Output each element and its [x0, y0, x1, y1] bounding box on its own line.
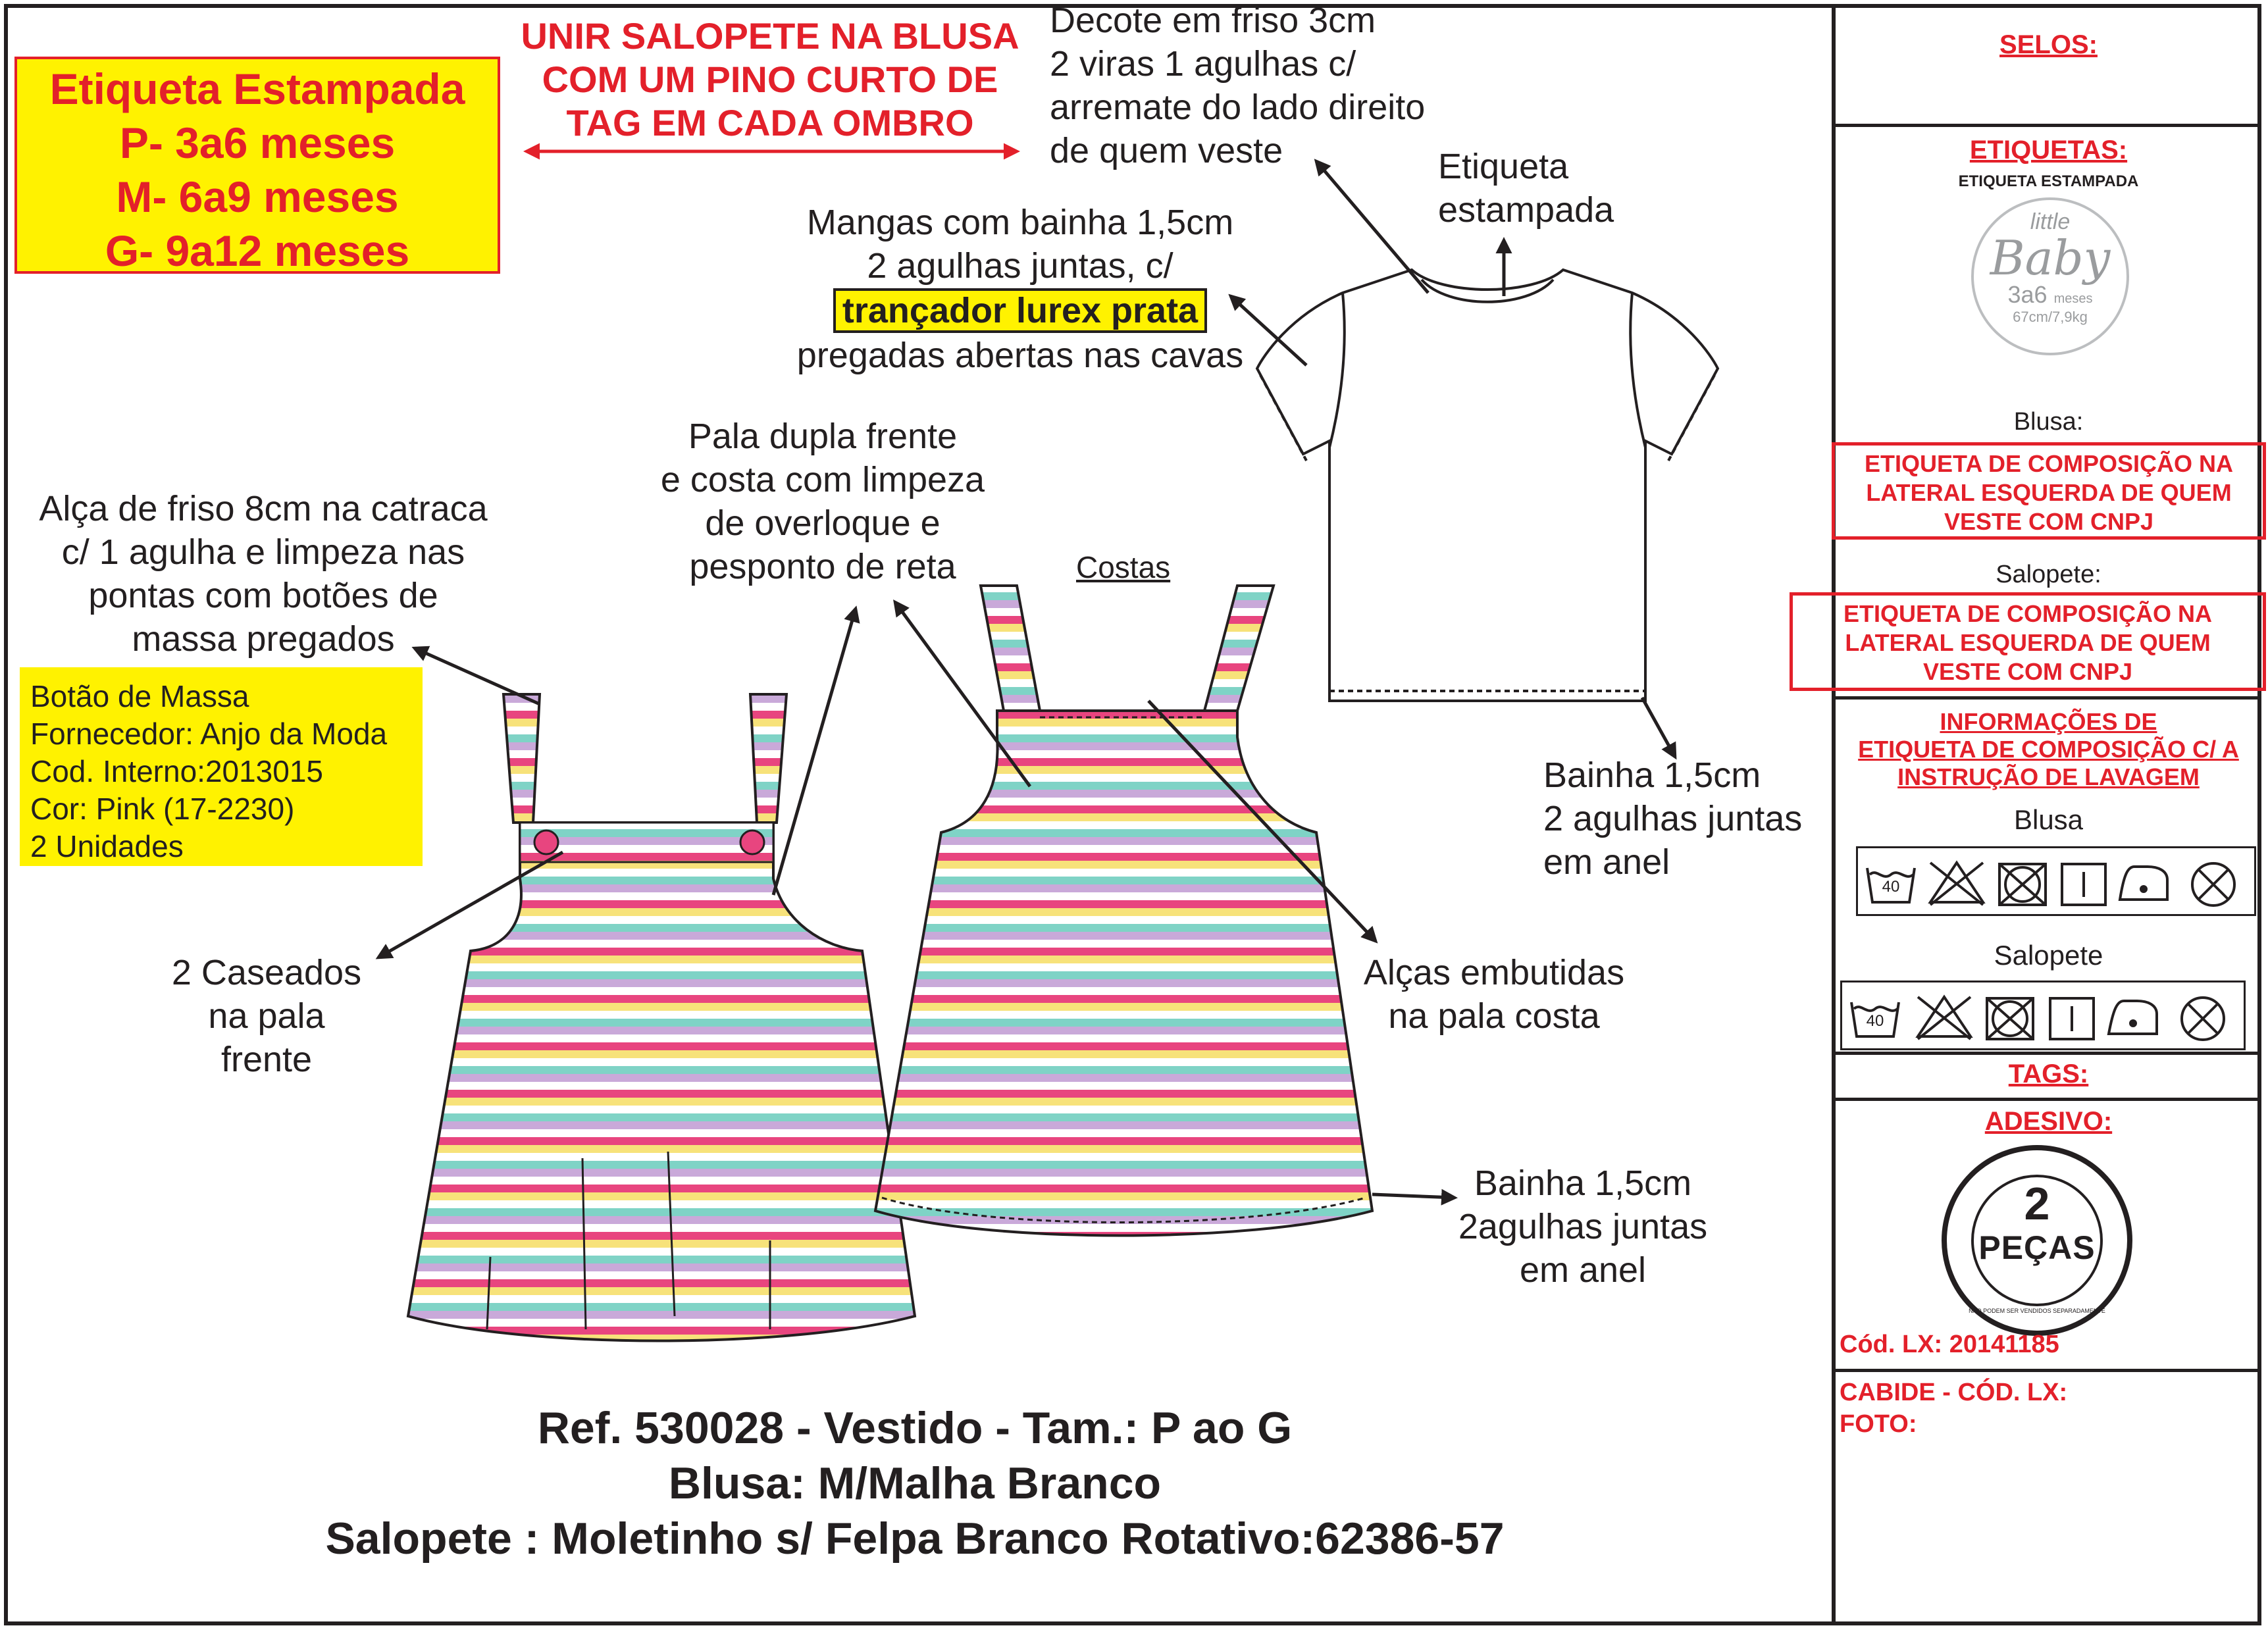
blouse-composition-box — [1832, 442, 2266, 540]
back-view-label: Costas — [1076, 550, 1171, 584]
baby-logo — [1971, 197, 2129, 355]
strap-line-1: Alça de friso 8cm na catraca — [39, 489, 488, 528]
sleeve-line-1: Mangas com bainha 1,5cm — [806, 203, 1234, 242]
sticker-title: ADESIVO: — [1984, 1107, 2113, 1136]
buttonhole-line-3: frente — [220, 1040, 313, 1079]
care-info-line-2: ETIQUETA DE COMPOSIÇÃO C/ A — [1858, 736, 2239, 763]
dress-hem-arrow — [1372, 1194, 1455, 1198]
join-line-2: COM UM PINO CURTO DE — [542, 59, 998, 100]
logo-measure: 67cm/7,9kg — [2013, 309, 2088, 325]
front-yoke-arrow — [773, 609, 856, 895]
blouse-hem-arrow — [1642, 698, 1675, 757]
button-spec-line-4: Cor: Pink (17-2230) — [30, 792, 295, 826]
blouse-label-title: Blusa: — [2013, 408, 2084, 436]
strap-line-2: c/ 1 agulha e limpeza nas — [61, 532, 465, 572]
dress-hem-line-2: 2agulhas juntas — [1458, 1207, 1708, 1246]
button-spec-line-2: Fornecedor: Anjo da Moda — [30, 717, 388, 751]
salopete-comp-line-2: LATERAL ESQUERDA DE QUEM — [1845, 629, 2211, 656]
salopete-label-title: Salopete: — [1996, 561, 2101, 588]
neckline-line-3: arremate do lado direito — [1050, 88, 1426, 127]
embedded-straps-line-1: Alças embutidas — [1363, 953, 1625, 992]
size-m: M- 6a9 meses — [116, 172, 399, 221]
size-box-title: Etiqueta Estampada — [49, 64, 465, 113]
front-button-right — [740, 830, 764, 854]
dress-hem-line-1: Bainha 1,5cm — [1474, 1163, 1692, 1203]
logo-little: little — [2030, 209, 2071, 234]
blouse-comp-line-3: VESTE COM CNPJ — [1944, 508, 2154, 535]
iron-icon — [2109, 1001, 2157, 1034]
yoke-line-1: Pala dupla frente — [688, 417, 958, 456]
care-info-line-3: INSTRUÇÃO DE LAVAGEM — [1897, 763, 2200, 790]
blouse-hem-line-1: Bainha 1,5cm — [1543, 755, 1761, 795]
embedded-straps-line-2: na pala costa — [1388, 996, 1600, 1036]
logo-size: 3a6 — [2007, 281, 2048, 308]
button-spec-line-3: Cod. Interno:2013015 — [30, 754, 324, 788]
blouse-care-icons — [1858, 848, 2258, 918]
sticker-text: PEÇAS — [1978, 1229, 2096, 1266]
printed-label-caption: ETIQUETA ESTAMPADA — [1958, 172, 2139, 190]
sleeve-highlight: trançador lurex prata — [833, 288, 1207, 333]
join-line-3: TAG EM CADA OMBRO — [566, 102, 974, 143]
care-salopete-label: Salopete — [1994, 940, 2103, 971]
strap-arrow — [415, 648, 540, 704]
button-spec-line-1: Botão de Massa — [30, 679, 249, 713]
yoke-line-4: pesponto de reta — [689, 547, 956, 586]
labels-title: ETIQUETAS: — [1969, 136, 2128, 165]
yoke-line-2: e costa com limpeza — [660, 460, 985, 499]
sticker-small-print: NÃO PODEM SER VENDIDOS SEPARADAMENTE — [1969, 1308, 2105, 1314]
front-dress-drawing — [408, 694, 915, 1341]
neckline-line-1: Decote em friso 3cm — [1050, 1, 1376, 40]
sticker-number: 2 — [2024, 1178, 2050, 1229]
salopete-composition-box — [1790, 592, 2266, 691]
back-dress-drawing — [875, 586, 1372, 1236]
blouse-care-symbols — [1856, 846, 2256, 916]
care-info-title — [1836, 708, 2261, 791]
salopete-comp-line-3: VESTE COM CNPJ — [1922, 658, 2133, 685]
salopete-material-line: Salopete : Moletinho s/ Felpa Branco Rotativo:62386-57 — [325, 1514, 1505, 1564]
printed-label-line-2: estampada — [1438, 190, 1614, 230]
care-blouse-label: Blusa — [2013, 804, 2084, 835]
hanger-info — [1840, 1377, 2067, 1440]
printed-label-line-1: Etiqueta — [1438, 147, 1569, 186]
yoke-line-3: de overloque e — [705, 503, 941, 543]
sleeve-line-4: pregadas abertas nas cavas — [796, 336, 1244, 375]
buttonhole-line-1: 2 Caseados — [171, 953, 362, 992]
front-button-left — [534, 830, 558, 854]
salopete-wash-temp: 40 — [1866, 1012, 1884, 1030]
logo-baby: Baby — [1990, 230, 2111, 286]
neckline-line-2: 2 viras 1 agulhas c/ — [1050, 44, 1356, 84]
strap-line-3: pontas com botões de — [88, 576, 438, 615]
neckline-arrow — [1316, 161, 1428, 293]
blouse-hem-line-2: 2 agulhas juntas — [1543, 799, 1803, 838]
blouse-comp-line-2: LATERAL ESQUERDA DE QUEM — [1866, 479, 2232, 506]
ref-line: Ref. 530028 - Vestido - Tam.: P ao G — [537, 1403, 1293, 1453]
strap-line-4: massa pregados — [132, 619, 395, 659]
two-pieces-sticker — [1942, 1145, 2132, 1336]
join-line-1: UNIR SALOPETE NA BLUSA — [521, 15, 1019, 57]
buttonhole-line-2: na pala — [208, 996, 325, 1036]
size-p: P- 3a6 meses — [119, 118, 396, 167]
photo-label: FOTO: — [1840, 1410, 1917, 1438]
blouse-material-line: Blusa: M/Malha Branco — [668, 1458, 1162, 1508]
blouse-hem-line-3: em anel — [1543, 842, 1670, 882]
size-g: G- 9a12 meses — [105, 226, 410, 275]
logo-unit: meses — [2053, 292, 2093, 306]
iron-icon — [2120, 867, 2167, 900]
blouse-wash-temp: 40 — [1882, 878, 1900, 896]
neckline-line-4: de quem veste — [1050, 131, 1283, 170]
salopete-comp-line-1: ETIQUETA DE COMPOSIÇÃO NA — [1843, 600, 2213, 627]
button-spec-line-5: 2 Unidades — [30, 829, 184, 863]
sleeve-line-2: 2 agulhas juntas, c/ — [867, 246, 1173, 286]
seals-title: SELOS: — [1999, 30, 2098, 59]
salopete-care-icons — [1842, 982, 2248, 1052]
tags-title: TAGS: — [2008, 1059, 2089, 1088]
blouse-drawing — [1257, 270, 1718, 701]
lx-code: Cód. LX: 20141185 — [1840, 1331, 2059, 1358]
dress-hem-line-3: em anel — [1519, 1250, 1647, 1290]
hanger-code-label: CABIDE - CÓD. LX: — [1840, 1379, 2068, 1406]
salopete-care-symbols — [1840, 981, 2246, 1050]
care-info-line-1: INFORMAÇÕES DE — [1940, 708, 2157, 735]
blouse-comp-line-1: ETIQUETA DE COMPOSIÇÃO NA — [1864, 450, 2234, 477]
